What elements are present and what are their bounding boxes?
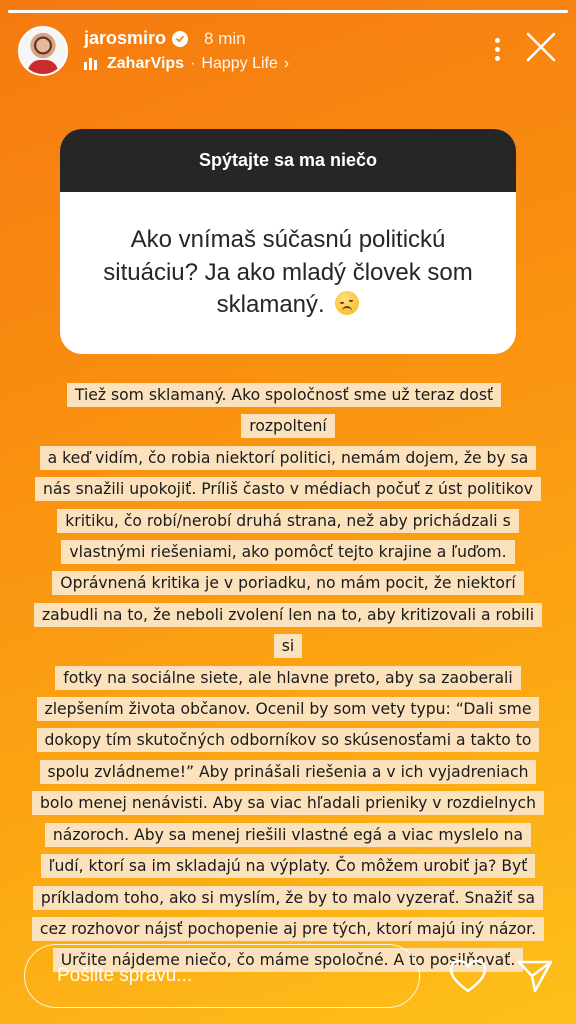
question-prompt: Spýtajte sa ma niečo: [60, 129, 516, 192]
music-attribution[interactable]: [84, 55, 289, 73]
answer-line: ľudí, ktorí sa im skladajú na výplaty. Čo môžem urobiť ja? Byť: [30, 851, 546, 882]
story-header: [18, 26, 558, 86]
answer-line: názoroch. Aby sa menej riešili vlastné egá a viac myslelo na: [30, 820, 546, 851]
more-options-button[interactable]: [495, 38, 500, 61]
avatar-shirt: [28, 60, 58, 76]
answer-text-block: [30, 380, 546, 977]
question-text: Ako vnímaš súčasnú politickú situáciu? Ja ako mladý človek som sklamaný.: [103, 226, 473, 319]
answer-line: Tiež som sklamaný. Ako spoločnosť sme už teraz dosť rozpoltení: [30, 380, 546, 443]
avatar[interactable]: [18, 26, 68, 76]
disappointed-face-icon: [335, 291, 359, 315]
send-button[interactable]: [516, 958, 554, 994]
answer-line: Určite nájdeme niečo, čo máme spoločné. A to posilňovať.: [30, 945, 546, 976]
answer-line: kritiku, čo robí/nerobí druhá strana, než aby prichádzali s: [30, 506, 546, 537]
question-text-wrap: [60, 192, 516, 354]
username[interactable]: jarosmiro: [84, 28, 167, 48]
verified-badge-icon: [172, 31, 188, 47]
answer-line: fotky na sociálne siete, ale hlavne preto, aby sa zaoberali: [30, 663, 546, 694]
more-dot: [495, 47, 500, 52]
answer-line: a keď vidím, čo robia niektorí politici, nemám dojem, že by sa: [30, 443, 546, 474]
answer-line: spolu zvládneme!” Aby prinášali riešenia a v ich vyjadreniach: [30, 757, 546, 788]
answer-line: cez rozhovor nájsť pochopenie aj pre tých, ktorí majú iný názor.: [30, 914, 546, 945]
chevron-right-icon: ›: [283, 55, 290, 72]
send-icon: [516, 958, 554, 994]
user-row: [84, 28, 246, 49]
answer-line: zabudli na to, že neboli zvolení len na to, aby kritizovali a robili si: [30, 600, 546, 663]
close-icon: [524, 30, 558, 64]
like-button[interactable]: [448, 958, 488, 994]
music-bars-icon: [84, 58, 97, 70]
music-song: Happy Life: [201, 55, 278, 72]
message-input[interactable]: [24, 944, 420, 1008]
story-progress-bar: [8, 10, 568, 13]
music-separator: ·: [190, 55, 196, 72]
post-time: 8 min: [204, 28, 246, 48]
reply-bar: [24, 944, 558, 1008]
question-sticker[interactable]: [60, 129, 516, 354]
answer-line: vlastnými riešeniami, ako pomôcť tejto krajine a ľuďom.: [30, 537, 546, 568]
music-artist: ZaharVips: [107, 55, 185, 72]
answer-line: Oprávnená kritika je v poriadku, no mám pocit, že niektorí: [30, 568, 546, 599]
more-dot: [495, 38, 500, 43]
answer-line: dokopy tím skutočných odborníkov so skúsenosťami a takto to: [30, 725, 546, 756]
answer-line: bolo menej nenávisti. Aby sa viac hľadali prieniky v rozdielnych: [30, 788, 546, 819]
answer-line: nás snažili upokojiť. Príliš často v médiach počuť z úst politikov: [30, 474, 546, 505]
answer-line: príkladom toho, ako si myslím, že by to malo vyzerať. Snažiť sa: [30, 883, 546, 914]
answer-line: zlepšením života občanov. Ocenil by som vety typu: “Dali sme: [30, 694, 546, 725]
close-button[interactable]: [524, 30, 558, 64]
story-progress-fill: [8, 10, 568, 13]
heart-icon: [448, 958, 488, 994]
more-dot: [495, 56, 500, 61]
